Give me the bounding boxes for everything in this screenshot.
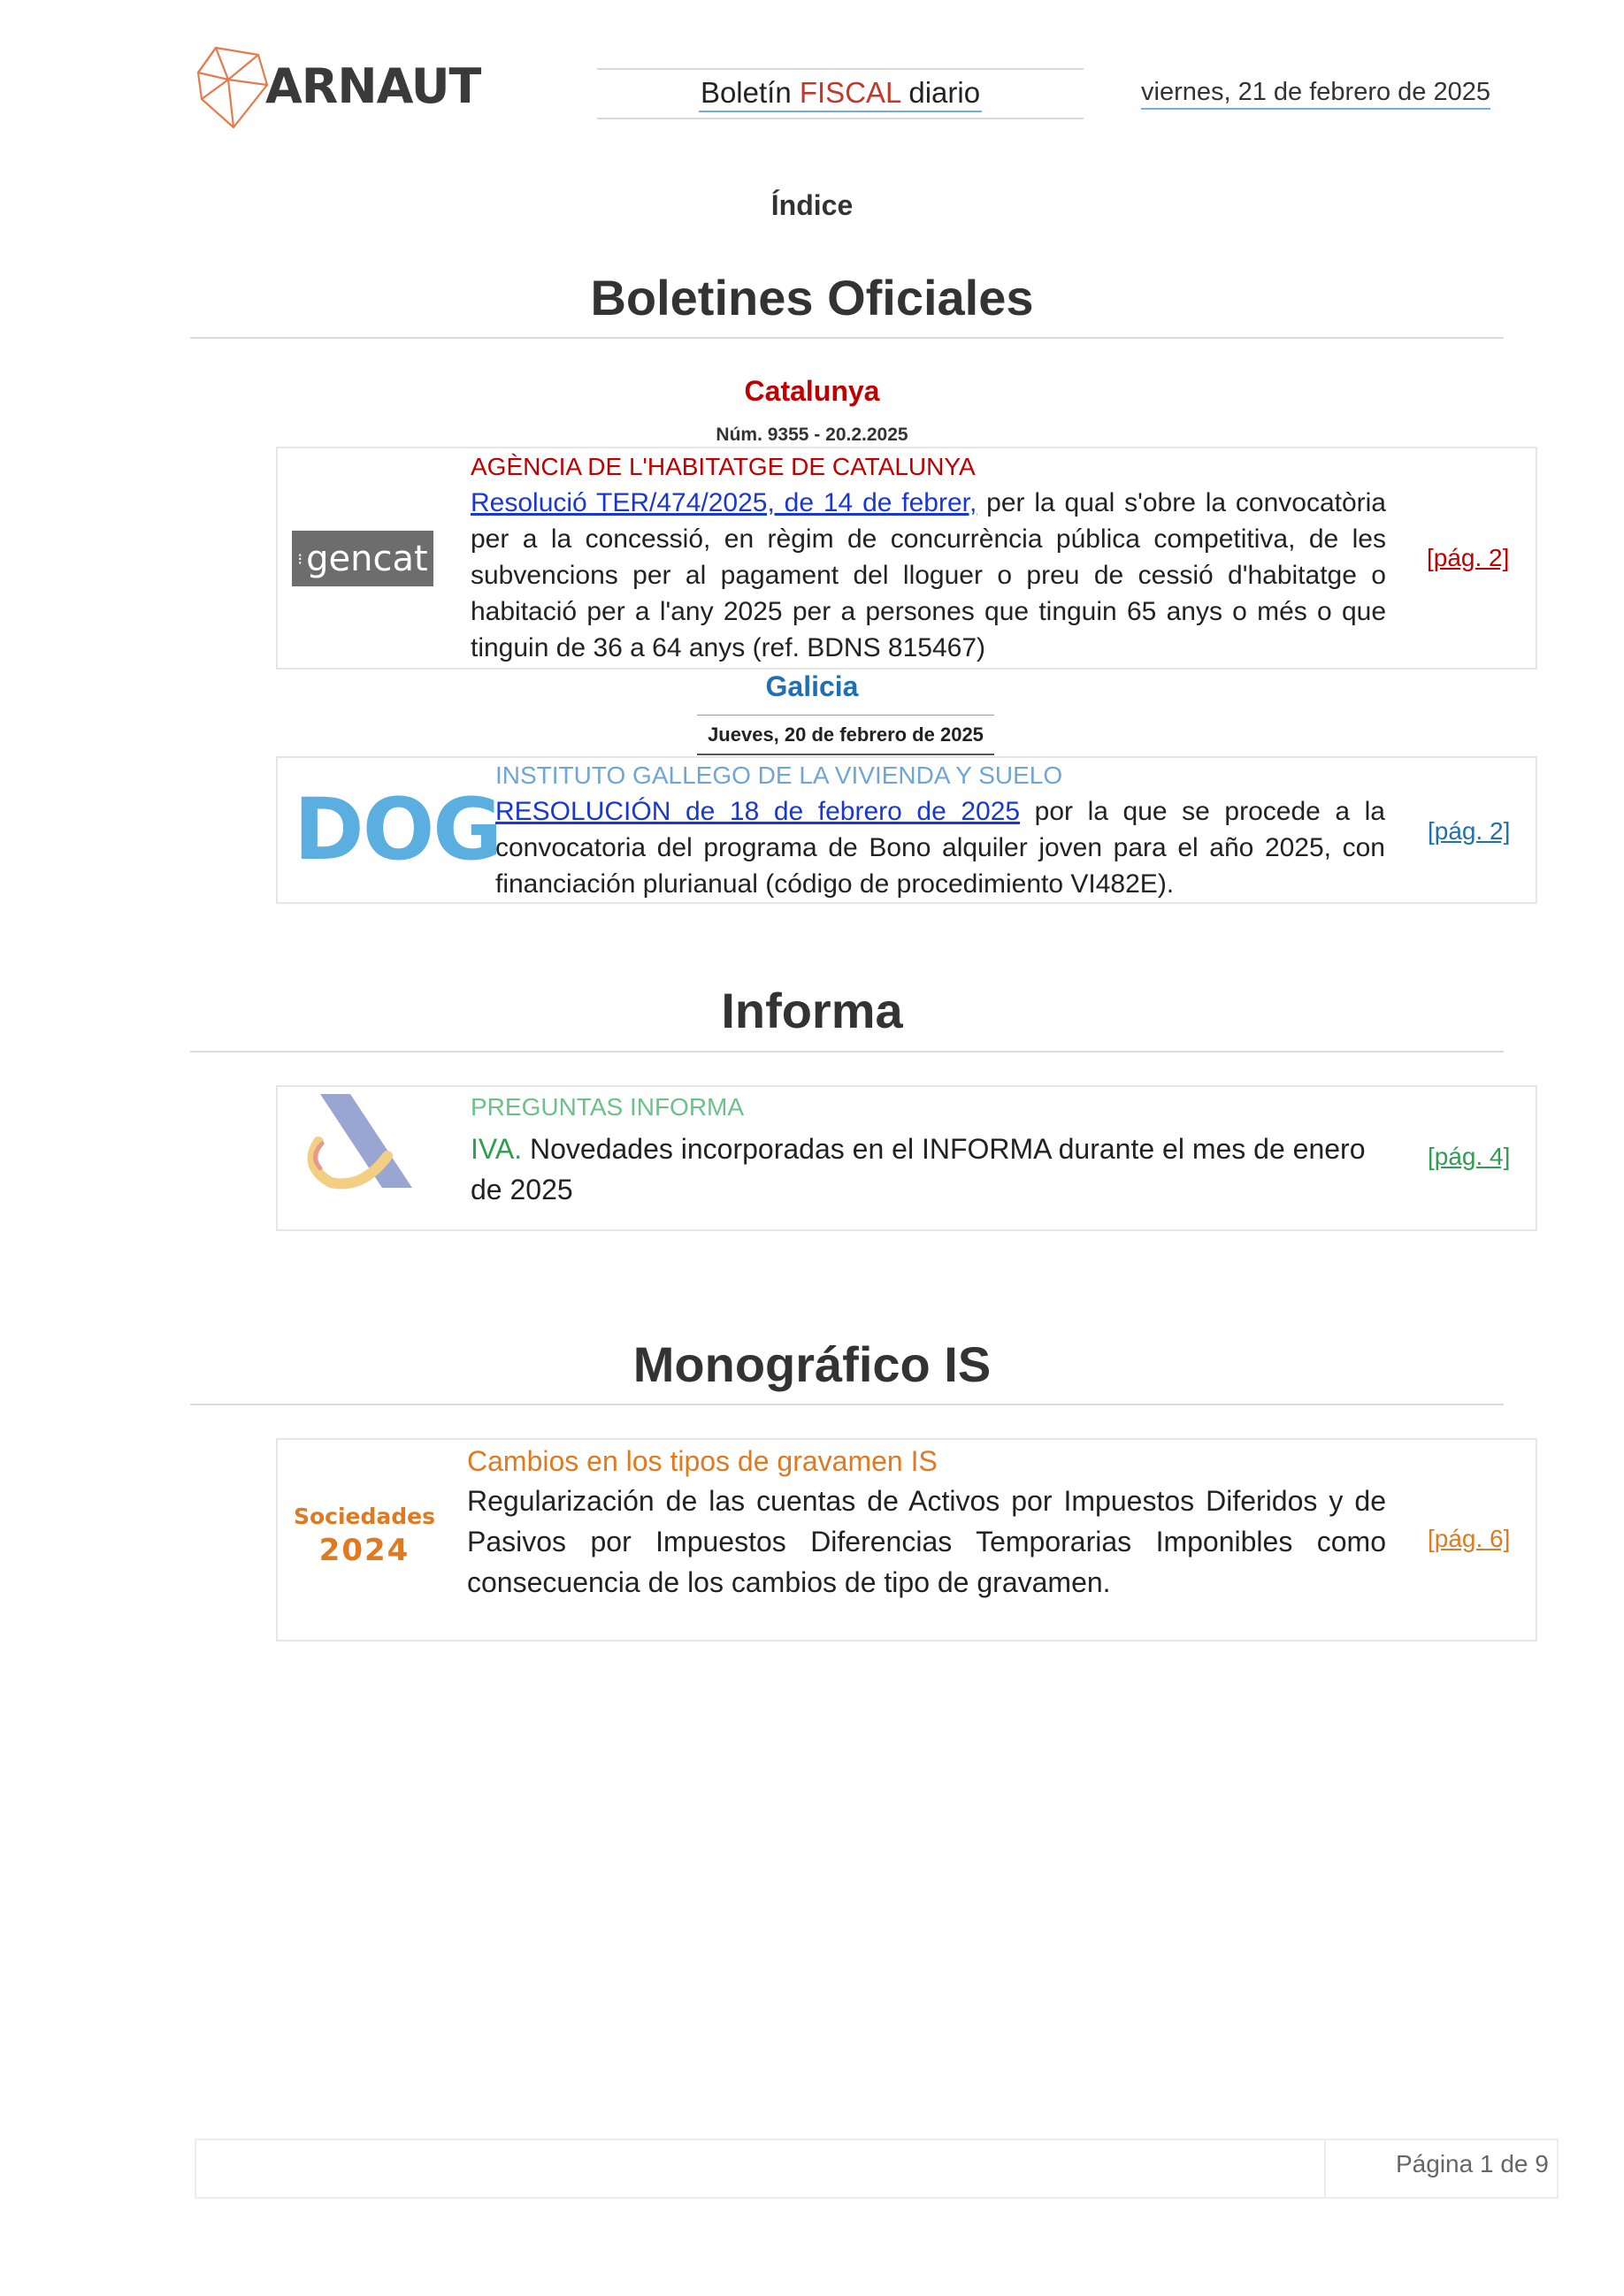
catalunya-page-link[interactable]: [pág. 2] [1427, 544, 1510, 571]
section-divider [190, 337, 1504, 339]
bulletin-title [699, 76, 982, 112]
informa-text: Novedades incorporadas en el INFORMA durante el mes de enero de 2025 [471, 1133, 1366, 1205]
monografico-tag: Cambios en los tipos de gravamen IS [467, 1445, 938, 1477]
index-title: Índice [770, 189, 854, 221]
catalunya-issue: Núm. 9355 - 20.2.2025 [716, 425, 908, 445]
bulletin-title-box [597, 68, 1084, 119]
section-title-boletines: Boletines Oficiales [590, 270, 1034, 325]
page-number: Página 1 de 9 [1396, 2150, 1549, 2177]
galicia-resolution-link[interactable]: RESOLUCIÓN de 18 de febrero de 2025 [495, 797, 1021, 826]
galicia-description [495, 793, 1385, 902]
footer-divider [1324, 2139, 1326, 2199]
bulletin-fiscal: FISCAL [799, 75, 901, 109]
header-date: viernes, 21 de febrero de 2025 [1141, 78, 1490, 110]
section-title-informa: Informa [721, 983, 903, 1038]
region-catalunya: Catalunya [744, 375, 880, 407]
bulletin-prefix: Boletín [700, 75, 792, 109]
informa-page-link[interactable]: [pág. 4] [1428, 1143, 1511, 1170]
monografico-description: Regularización de las cuentas de Activos por Impuestos Diferidos y de Pasivos por Impuestos Diferencias Temporarias Imponibles como consecuencia de los cambios de tipo de gravamen. [467, 1485, 1386, 1598]
galicia-entity: INSTITUTO GALLEGO DE LA VIVIENDA Y SUELO [495, 762, 1063, 789]
dog-logo-icon: DOG [294, 780, 502, 879]
galicia-issue: Jueves, 20 de febrero de 2025 [697, 715, 994, 755]
gencat-logo-icon: ⁝ gencat [292, 531, 433, 586]
informa-prefix: IVA. [471, 1133, 523, 1165]
catalunya-text: per la qual s'obre la convocatòria per a la concessió, en règim de concurrència pública competitiva, de les subvencions per al pagament del lloguer o preu de cessió d'habitatge o habitació per a l'any 2025 per a persones que tinguin 65 anys o més o que tinguin de 36 a 64 anys (ref. BDNS 815467) [471, 488, 1386, 662]
monografico-page-link[interactable]: [pág. 6] [1428, 1525, 1511, 1552]
informa-tag: PREGUNTAS INFORMA [471, 1093, 745, 1121]
section-divider [190, 1404, 1504, 1405]
bulletin-suffix: diario [908, 75, 981, 109]
section-title-monografico: Monográfico IS [632, 1336, 992, 1392]
agencia-tributaria-logo-icon [301, 1092, 425, 1191]
informa-description [471, 1129, 1390, 1210]
sociedades-logo-line2: 2024 [318, 1533, 410, 1568]
catalunya-description [471, 485, 1386, 666]
galicia-text: por la que se procede a la convocatoria del programa de Bono alquiler joven para el año 2025, con financiación plurianual (código de procedimiento VI482E). [495, 797, 1385, 899]
catalunya-resolution-link[interactable]: Resolució TER/474/2025, de 14 de febrer, [471, 488, 977, 517]
brand-name: ARNAUT [265, 58, 481, 114]
galicia-page-link[interactable]: [pág. 2] [1428, 817, 1511, 845]
sociedades-2024-logo [285, 1504, 444, 1571]
footer-box [195, 2139, 1559, 2199]
sociedades-logo-line1: Sociedades [293, 1504, 436, 1529]
section-divider [190, 1051, 1504, 1052]
gencat-logo-text: gencat [306, 538, 428, 579]
region-galicia: Galicia [765, 670, 859, 702]
catalunya-entity: AGÈNCIA DE L'HABITATGE DE CATALUNYA [471, 453, 976, 480]
